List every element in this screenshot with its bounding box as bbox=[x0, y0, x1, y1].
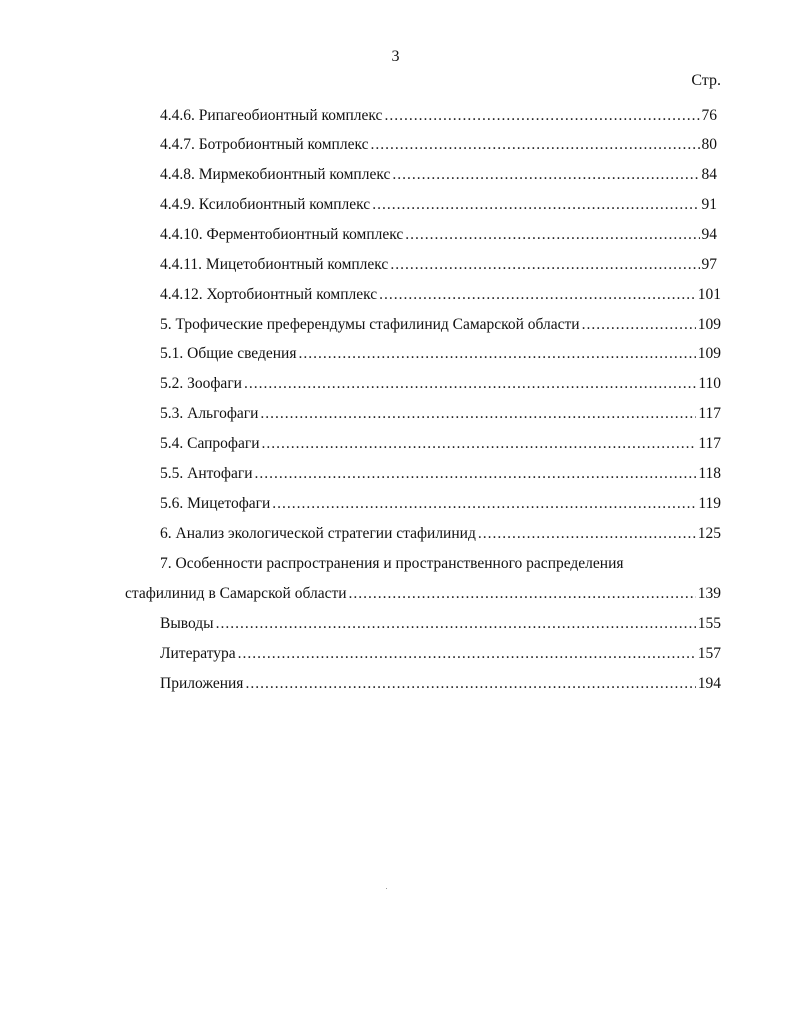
toc-entry-title: 4.4.8. Мирмекобионтный комплекс bbox=[160, 166, 391, 183]
toc-entry-page: 101 bbox=[697, 286, 721, 303]
toc-leader bbox=[245, 673, 695, 695]
page-number: 3 bbox=[391, 48, 400, 65]
toc-entry bbox=[160, 493, 721, 515]
toc-entry-page: 155 bbox=[697, 615, 721, 632]
toc-entry-page: 97 bbox=[701, 256, 717, 273]
toc-entry bbox=[160, 523, 721, 545]
toc-entry bbox=[160, 194, 717, 216]
toc-leader bbox=[255, 463, 697, 485]
toc-entry-title: 4.4.11. Мицетобионтный комплекс bbox=[160, 256, 389, 273]
toc-entry-page: 110 bbox=[698, 375, 721, 392]
toc-entry-page: 119 bbox=[698, 495, 721, 512]
toc-entry-title: Литература bbox=[160, 645, 236, 662]
toc-entry-page: 139 bbox=[697, 585, 721, 602]
toc-entry-page: 118 bbox=[698, 465, 721, 482]
toc-leader bbox=[349, 583, 696, 605]
toc-entry-page: 125 bbox=[697, 525, 721, 542]
toc-entry-title: 5.2. Зоофаги bbox=[160, 375, 242, 392]
toc-leader bbox=[216, 613, 696, 635]
toc-leader bbox=[370, 134, 699, 156]
toc-entry-page: 157 bbox=[697, 645, 721, 662]
toc-leader bbox=[582, 314, 696, 336]
toc-entry-page: 117 bbox=[698, 405, 721, 422]
toc-entry-title: 5.3. Альгофаги bbox=[160, 405, 259, 422]
toc-entry bbox=[160, 254, 717, 276]
toc-entry-chapter7-line1: 7. Особенности распространения и пространственного распределения bbox=[160, 555, 624, 572]
toc-entry bbox=[160, 314, 721, 336]
toc-leader bbox=[244, 373, 696, 395]
scan-speck bbox=[386, 888, 387, 889]
toc-entry-title: 5.5. Антофаги bbox=[160, 465, 253, 482]
toc-entry-title: 5. Трофические преферендумы стафилинид Самарской области bbox=[160, 316, 580, 333]
toc-entry-title: 4.4.12. Хортобионтный комплекс bbox=[160, 286, 378, 303]
toc-leader bbox=[272, 493, 696, 515]
toc-leader bbox=[298, 343, 695, 365]
toc-entry-page: 91 bbox=[701, 196, 717, 213]
toc-entry-title: 4.4.6. Рипагеобионтный комплекс bbox=[160, 107, 383, 124]
toc-entry-title: 5.1. Общие сведения bbox=[160, 345, 297, 362]
toc-entry-title: 4.4.10. Ферментобионтный комплекс bbox=[160, 226, 404, 243]
toc-entry bbox=[160, 613, 721, 635]
toc-entry-title: Приложения bbox=[160, 675, 244, 692]
toc-leader bbox=[379, 284, 696, 306]
toc-entry-page: 117 bbox=[698, 435, 721, 452]
page-column-label: Стр. bbox=[691, 72, 721, 89]
toc-leader bbox=[238, 643, 696, 665]
toc-entry-chapter7-line2 bbox=[125, 583, 721, 605]
toc-entry-title: 6. Анализ экологической стратегии стафилинид bbox=[160, 525, 476, 542]
toc-entry bbox=[160, 134, 717, 156]
toc-entry-title: Выводы bbox=[160, 615, 214, 632]
toc-leader bbox=[390, 254, 699, 276]
toc-entry-title: 4.4.9. Ксилобионтный комплекс bbox=[160, 196, 371, 213]
toc-entry bbox=[160, 433, 721, 455]
toc-leader bbox=[405, 224, 699, 246]
toc-entry-page: 80 bbox=[701, 136, 717, 153]
toc-entry-page: 194 bbox=[697, 675, 721, 692]
toc-entry-title: 4.4.7. Ботробионтный комплекс bbox=[160, 136, 369, 153]
toc-entry bbox=[160, 373, 721, 395]
toc-leader bbox=[384, 105, 699, 127]
toc-entry-title: 5.6. Мицетофаги bbox=[160, 495, 271, 512]
toc-leader bbox=[372, 194, 699, 216]
toc-entry bbox=[160, 403, 721, 425]
toc-entry-page: 109 bbox=[697, 345, 721, 362]
toc-entry-title: стафилинид в Самарской области bbox=[125, 585, 347, 602]
toc-leader bbox=[262, 433, 697, 455]
toc-entry-page: 84 bbox=[701, 166, 717, 183]
toc-entry bbox=[160, 673, 721, 695]
toc-entry-page: 109 bbox=[697, 316, 721, 333]
toc-entry bbox=[160, 105, 717, 127]
toc-leader bbox=[260, 403, 696, 425]
toc-entry bbox=[160, 463, 721, 485]
toc-leader bbox=[392, 164, 699, 186]
toc-entry bbox=[160, 164, 717, 186]
toc-entry bbox=[160, 643, 721, 665]
toc-entry-page: 76 bbox=[701, 107, 717, 124]
toc-entry bbox=[160, 343, 721, 365]
toc-entry bbox=[160, 284, 721, 306]
toc-entry-title: 5.4. Сапрофаги bbox=[160, 435, 260, 452]
toc-leader bbox=[478, 523, 696, 545]
toc-entry bbox=[160, 224, 717, 246]
toc-entry-page: 94 bbox=[701, 226, 717, 243]
